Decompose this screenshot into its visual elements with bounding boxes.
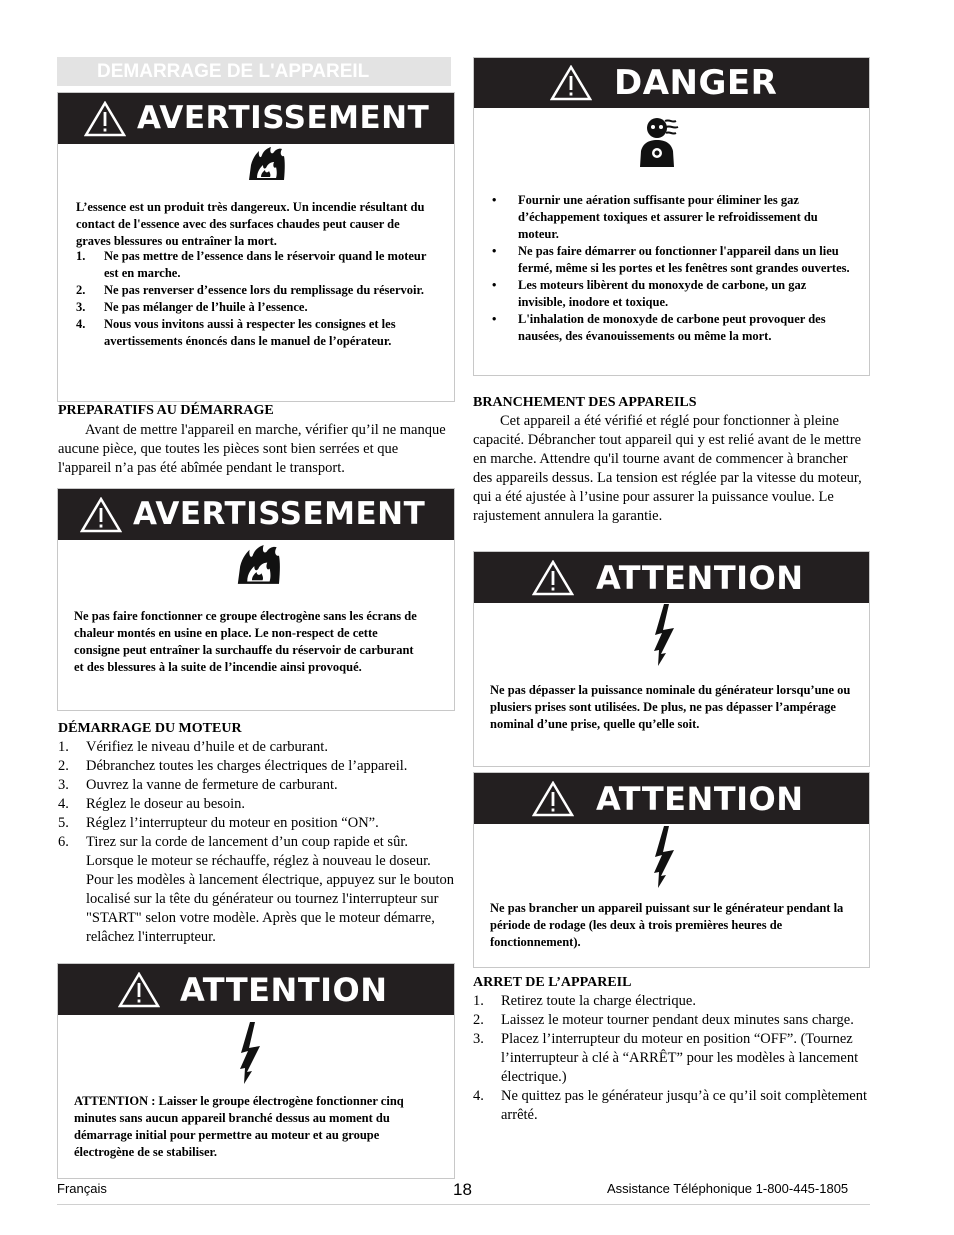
attention-title: ATTENTION — [596, 559, 804, 597]
list-item: 4. Ne quittez pas le générateur jusqu’à ce qu’il soit complètement arrêté. — [473, 1088, 867, 1123]
fire-icon — [234, 545, 284, 585]
attention-box-breakin — [473, 772, 870, 968]
warning-title: AVERTISSEMENT — [133, 496, 426, 532]
footer-language: Français — [57, 1181, 107, 1196]
engine-heading: DÉMARRAGE DU MOTEUR — [58, 721, 242, 736]
warning-triangle-icon — [532, 781, 574, 817]
stop-steps — [473, 992, 867, 1125]
warning-text: Ne pas faire fonctionner ce groupe électrogène sans les écrans de chaleur montés en usine en place. Le non-respect de cette consigne peut entraîner la surchauffe du réservoir de carburant et des blessures à la suite de l’incendie ainsi provoqué. — [74, 609, 417, 674]
warning-header — [58, 489, 454, 540]
toxic-fumes-icon — [638, 115, 680, 167]
footer-support-phone: Assistance Téléphonique 1-800-445-1805 — [607, 1181, 849, 1196]
list-item: 1. Vérifiez le niveau d’huile et de carburant. — [58, 739, 328, 755]
warning-list — [76, 248, 438, 350]
list-item: 6. Tirez sur la corde de lancement d’un coup rapide et sûr. Lorsque le moteur se réchauffe, réglez à nouveau le doseur. Pour les modèles à lancement électrique, appuyez sur le bouton localisé sur la tête du générateur ou tournez l'interrupteur sur "START" selon votre modèle. Après que le moteur démarre, relâchez l'interrupteur. — [58, 834, 455, 945]
list-item: 4. Nous vous invitons aussi à respecter les consignes et les avertissements énoncés dans le manuel de l’opérateur. — [76, 317, 396, 348]
footer-rule — [57, 1204, 870, 1205]
warning-box-fuel — [57, 92, 455, 402]
danger-title: DANGER — [614, 63, 778, 103]
connect-body: Cet appareil a été vérifié et réglé pour fonctionner à pleine capacité. Débrancher tout appareil qui y est relié avant de le mettre en marche. Attendre qu'il tourne avant de commencer à brancher des appareils dessus. La tension est réglée par la vitesse du moteur, qui a été ajustée à l’usine pour assurer la puissance voulue. Le rajustement annulera la garantie. — [473, 413, 862, 524]
list-item: 1. Ne pas mettre de l’essence dans le réservoir quand le moteur est en marche. — [76, 249, 427, 280]
warning-title: AVERTISSEMENT — [137, 100, 430, 136]
list-item: 2. Ne pas renverser d’essence lors du remplissage du réservoir. — [76, 283, 424, 297]
list-item: 5. Réglez l’interrupteur du moteur en position “ON”. — [58, 815, 379, 831]
warning-triangle-icon — [80, 497, 122, 533]
warning-triangle-icon — [532, 560, 574, 596]
danger-header — [474, 58, 869, 108]
page-number: 18 — [453, 1180, 472, 1199]
section-title: DEMARRAGE DE L'APPAREIL — [57, 57, 451, 86]
attention-title: ATTENTION — [596, 780, 804, 818]
warning-header — [58, 93, 454, 144]
engine-steps — [58, 738, 454, 947]
list-item: 3. Placez l’interrupteur du moteur en position “OFF”. (Tournez l’interrupteur à clé à “ARRÊT” pour les modèles à lancement électrique.) — [473, 1031, 859, 1085]
list-item: 1. Retirez toute la charge électrique. — [473, 993, 696, 1009]
warning-intro: L’essence est un produit très dangereux. Un incendie résultant du contact de l'essence avec des surfaces chaudes peut causer de graves blessures ou entraîner la mort. — [76, 200, 425, 248]
list-item: 2. Débranchez toutes les charges électriques de l’appareil. — [58, 758, 408, 774]
attention-title: ATTENTION — [180, 971, 388, 1009]
list-item: • Ne pas faire démarrer ou fonctionner l'appareil dans un lieu fermé, même si les portes et les fenêtres sont grandes ouvertes. — [492, 244, 850, 275]
attention-header — [474, 552, 869, 603]
attention-box-startup — [57, 963, 455, 1179]
connect-heading: BRANCHEMENT DES APPAREILS — [473, 395, 697, 410]
danger-box — [473, 57, 870, 376]
attention-text: ATTENTION : Laisser le groupe électrogène fonctionner cinq minutes sans aucun appareil branché dessus au moment du démarrage initial pour permettre au moteur et au groupe électrogène de se stabiliser. — [74, 1094, 404, 1159]
stop-heading: ARRET DE L’APPAREIL — [473, 975, 632, 990]
attention-box-rating — [473, 551, 870, 767]
list-item: • Les moteurs libèrent du monoxyde de carbone, un gaz invisible, inodore et toxique. — [492, 278, 807, 309]
prep-body: Avant de mettre l'appareil en marche, vérifier qu’il ne manque aucune pièce, que toutes les pièces sont bien serrées et que l'appareil n’a pas été abîmée pendant le transport. — [58, 422, 446, 476]
attention-text: Ne pas dépasser la puissance nominale du générateur lorsqu’une ou plusiers prises sont utilisées. De plus, ne pas dépasser l’ampérage nominal d’une prise, quelle qu’elle soit. — [490, 683, 851, 731]
prep-heading: PREPARATIFS AU DÉMARRAGE — [58, 403, 274, 418]
warning-triangle-icon — [550, 65, 592, 101]
list-item: • Fournir une aération suffisante pour éliminer les gaz d’échappement toxiques et assurer le refroidissement du moteur. — [492, 193, 818, 241]
lightning-icon — [654, 826, 682, 888]
warning-triangle-icon — [84, 101, 126, 137]
warning-triangle-icon — [118, 972, 160, 1008]
list-item: 4. Réglez le doseur au besoin. — [58, 796, 246, 812]
fire-icon — [247, 147, 287, 181]
list-item: 2. Laissez le moteur tourner pendant deux minutes sans charge. — [473, 1012, 854, 1028]
attention-header — [58, 964, 454, 1015]
lightning-icon — [240, 1022, 268, 1084]
attention-text: Ne pas brancher un appareil puissant sur le générateur pendant la période de rodage (les deux à trois premières heures de fonctionnement). — [490, 901, 844, 949]
attention-header — [474, 773, 869, 824]
lightning-icon — [654, 604, 682, 666]
list-item: 3. Ouvrez la vanne de fermeture de carburant. — [58, 777, 338, 793]
list-item: • L'inhalation de monoxyde de carbone peut provoquer des nausées, des évanouissements ou même la mort. — [492, 312, 826, 343]
danger-list — [490, 192, 852, 345]
list-item: 3. Ne pas mélanger de l’huile à l’essence. — [76, 300, 308, 314]
warning-box-heat — [57, 488, 455, 711]
